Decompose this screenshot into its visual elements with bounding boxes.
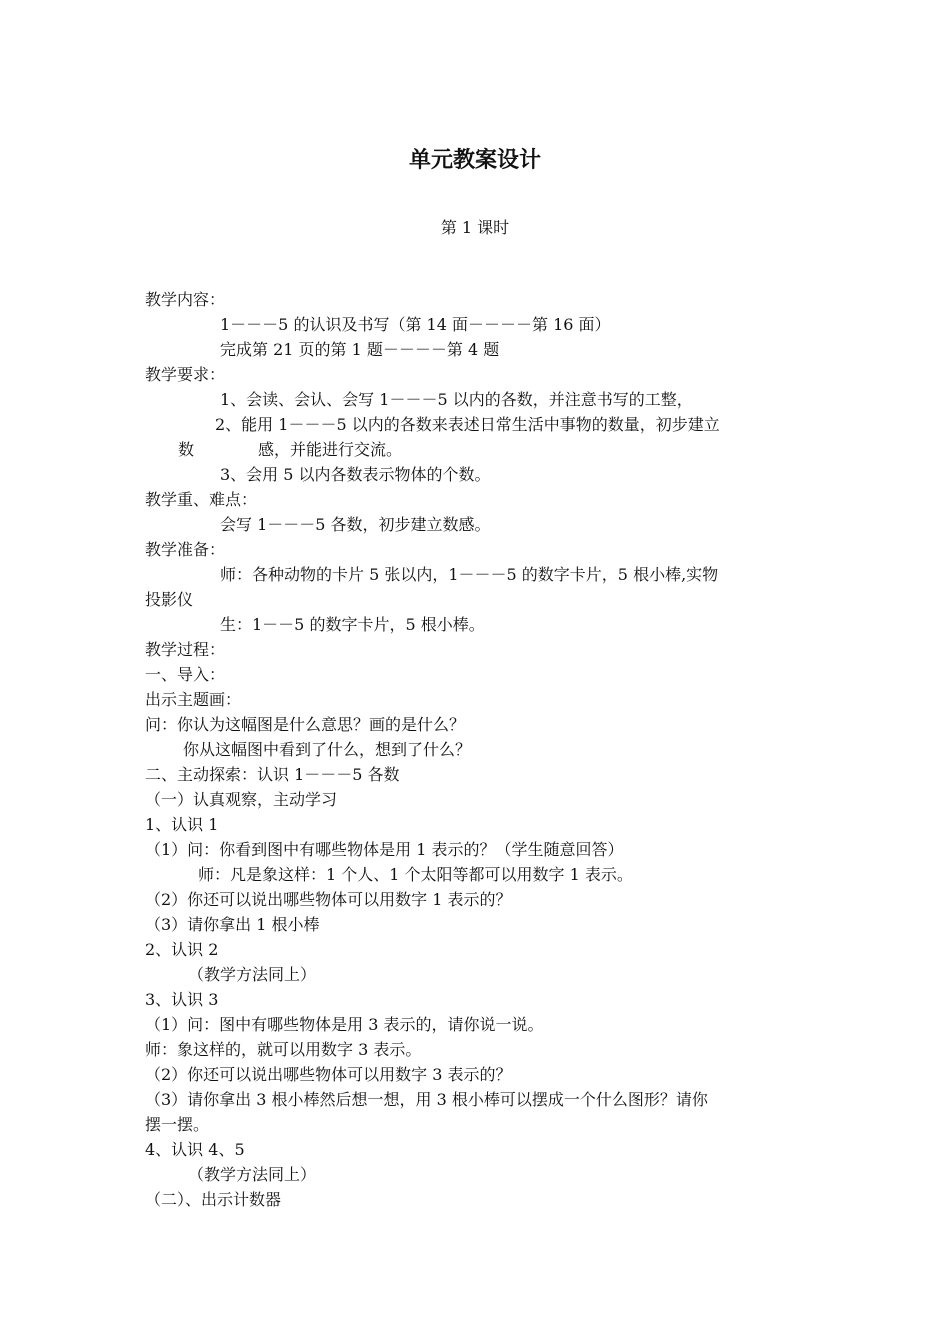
text-line: （2）你还可以说出哪些物体可以用数字 3 表示的？ (145, 1065, 512, 1084)
text-line: 教学准备： (145, 540, 226, 559)
text-line: 问：你认为这幅图是什么意思？画的是什么？ (145, 715, 466, 734)
text-line: 师：各种动物的卡片 5 张以内，1－－－5 的数字卡片，5 根小棒,实物 (220, 565, 719, 584)
text-line: （教学方法同上） (188, 965, 317, 984)
page-title: 单元教案设计 (408, 148, 541, 173)
text-line: （3）请你拿出 3 根小棒然后想一想，用 3 根小棒可以摆成一个什么图形？请你 (145, 1090, 708, 1109)
text-line: （一）认真观察，主动学习 (145, 790, 338, 809)
text-line: 3、会用 5 以内各数表示物体的个数。 (220, 465, 491, 484)
text-line: 投影仪 (145, 590, 194, 609)
text-line: 教学内容： (145, 290, 226, 309)
text-line: 数 (178, 440, 195, 459)
text-line: 3、认识 3 (145, 990, 219, 1009)
text-line: 1、认识 1 (145, 815, 219, 834)
text-line: 1、会读、会认、会写 1－－－5 以内的各数，并注意书写的工整， (220, 390, 693, 409)
text-line: （教学方法同上） (188, 1165, 317, 1184)
text-line: 教学重、难点： (145, 490, 258, 509)
text-line: （1）问：图中有哪些物体是用 3 表示的，请你说一说。 (145, 1015, 544, 1034)
text-line: （3）请你拿出 1 根小棒 (145, 915, 320, 934)
text-line: （1）问：你看到图中有哪些物体是用 1 表示的？（学生随意回答） (145, 840, 624, 859)
text-line: 摆一摆。 (145, 1115, 210, 1134)
text-line: 二、主动探索：认识 1－－－5 各数 (145, 765, 400, 784)
text-line: 完成第 21 页的第 1 题－－－－第 4 题 (220, 340, 500, 359)
text-line: 出示主题画： (145, 690, 242, 709)
text-line: 1－－－5 的认识及书写（第 14 面－－－－第 16 面） (220, 315, 611, 334)
text-line: 教学过程： (145, 640, 226, 659)
text-line: 2、能用 1－－－5 以内的各数来表述日常生活中事物的数量，初步建立 (215, 415, 720, 434)
text-line: 2、认识 2 (145, 940, 219, 959)
text-line: 你从这幅图中看到了什么，想到了什么？ (183, 740, 472, 759)
text-line: 感，并能进行交流。 (258, 440, 403, 459)
text-line: 师：象这样的，就可以用数字 3 表示。 (145, 1040, 422, 1059)
text-line: 4、认识 4、5 (145, 1140, 245, 1159)
text-line: 一、导入： (145, 665, 226, 684)
lesson-number: 第 1 课时 (440, 218, 510, 237)
text-line: （2）你还可以说出哪些物体可以用数字 1 表示的？ (145, 890, 512, 909)
text-line: 生：1－－5 的数字卡片，5 根小棒。 (220, 615, 485, 634)
text-line: 会写 1－－－5 各数，初步建立数感。 (220, 515, 491, 534)
text-line: 教学要求： (145, 365, 226, 384)
text-line: 师：凡是象这样：1 个人、1 个太阳等都可以用数字 1 表示。 (198, 865, 633, 884)
text-line: （二）、出示计数器 (145, 1190, 282, 1209)
